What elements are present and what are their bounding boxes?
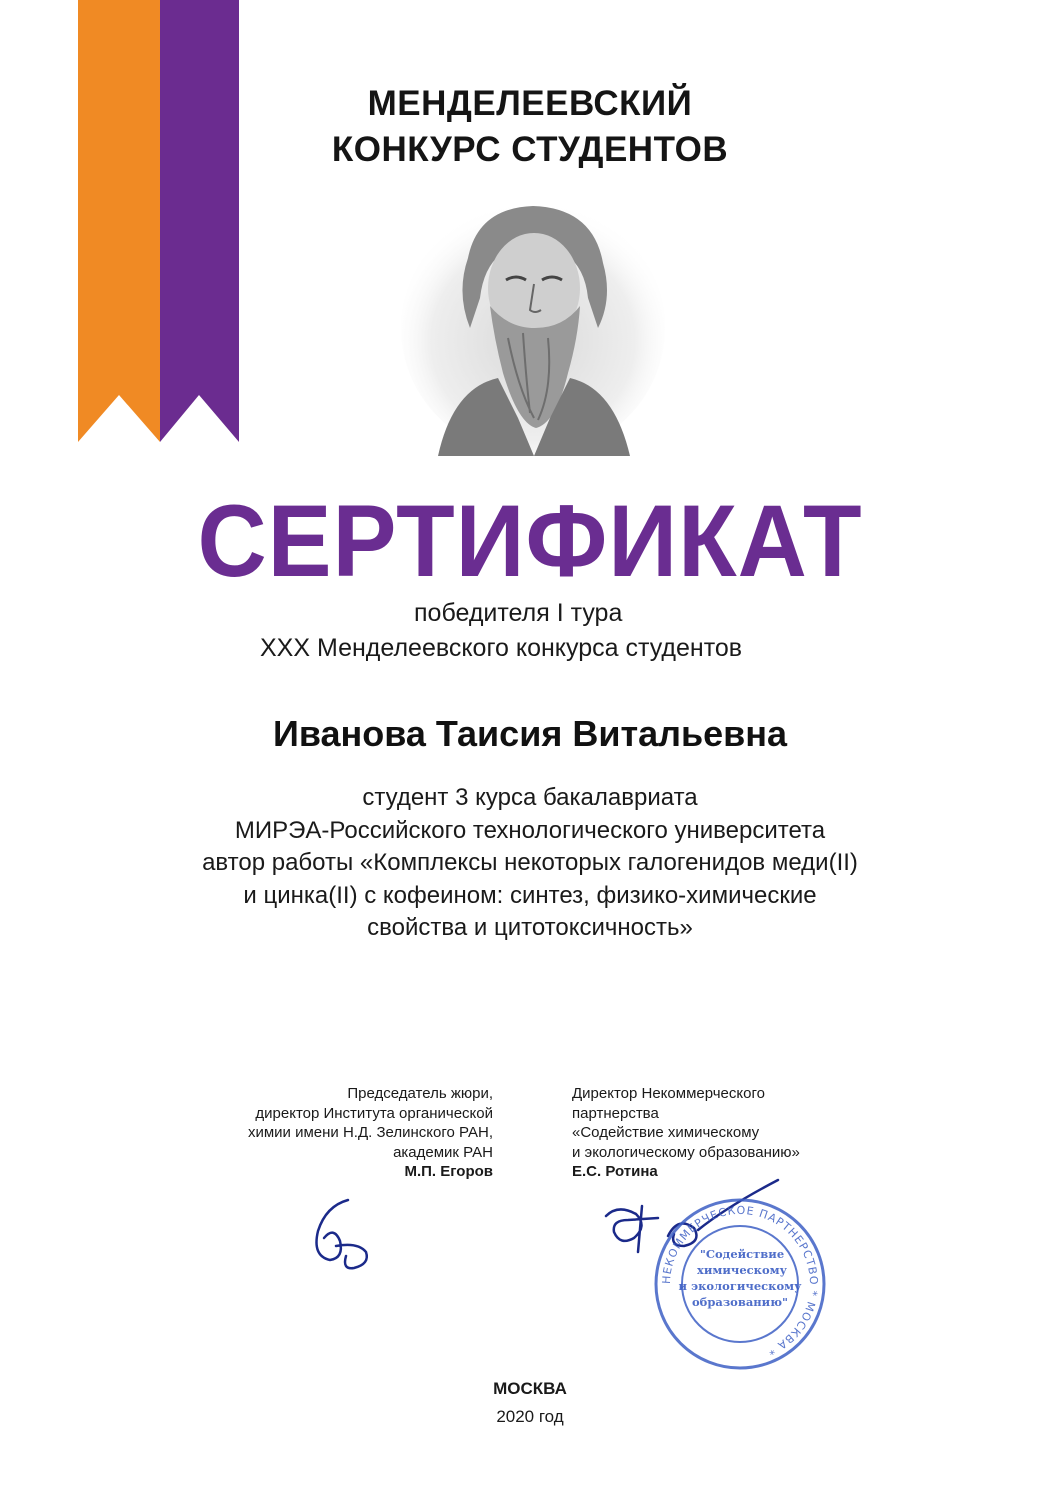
organization-stamp [652,1196,828,1372]
footer-city: МОСКВА [493,1379,567,1398]
subtitle-line1: победителя I тура [414,599,623,627]
orange-ribbon [78,0,160,442]
signature-left [296,1186,386,1276]
stamp-ring-text: НЕКОММЕРЧЕСКОЕ ПАРТНЕРСТВО * МОСКВА * [659,1203,821,1359]
details-line: автор работы «Комплексы некоторых галогенидов меди(II) [202,849,858,876]
stamp-text-line: "Содействие [699,1247,785,1261]
contest-title-line1: МЕНДЕЛЕЕВСКИЙ [367,84,693,123]
signatory-left-line: директор Института органической [255,1104,493,1122]
details-line: и цинка(II) с кофеином: синтез, физико-химические [243,881,817,909]
signatory-right [572,1084,800,1182]
signatory-right-line: партнерства [572,1104,659,1122]
signatory-left-name: М.П. Егоров [404,1163,493,1180]
signatory-left [248,1084,493,1182]
signatory-right-name: Е.С. Ротина [572,1163,658,1180]
mendeleev-portrait [398,188,668,456]
contest-title-line2: КОНКУРС СТУДЕНТОВ [331,130,729,169]
stamp-text-line: и экологическому [678,1279,802,1293]
stamp-text-line: химическому [697,1263,787,1277]
stamp-text-line: образованию" [691,1295,789,1309]
signatory-left-line: Председатель жюри, [347,1085,493,1102]
signatory-right-line: и экологическому образованию» [572,1143,800,1161]
signatory-left-line: химии имени Н.Д. Зелинского РАН, [247,1124,493,1141]
recipient-details [0,782,1060,945]
recipient-name: Иванова Таисия Витальевна [272,713,788,754]
subtitle-line2: XXX Менделеевского конкурса студентов [260,634,743,662]
purple-ribbon [160,0,239,442]
signatory-left-line: академик РАН [393,1143,493,1161]
details-line: студент 3 курса бакалавриата [362,784,698,811]
decorative-ribbons [0,0,260,460]
details-line: свойства и цитотоксичность» [367,914,693,941]
details-line: МИРЭА-Российского технологического университета [234,816,826,844]
signatory-right-line: «Содействие химическому [572,1124,760,1141]
footer-year: 2020 год [496,1407,564,1426]
signatory-right-line: Директор Некоммерческого [572,1085,765,1102]
certificate-title: СЕРТИФИКАТ [197,484,863,598]
